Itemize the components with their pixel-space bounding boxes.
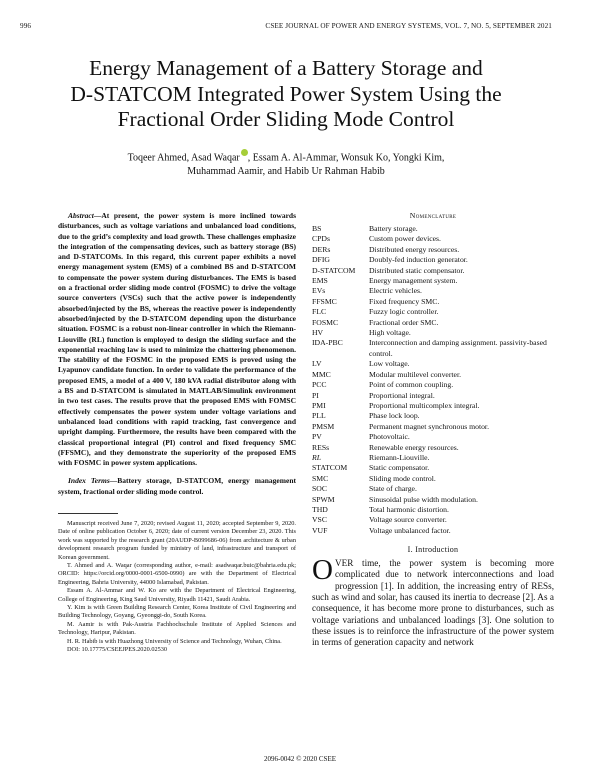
nomenclature-abbr: PV — [312, 432, 322, 442]
nomenclature-def: Sliding mode control. — [369, 473, 436, 483]
nomenclature-def: High voltage. — [369, 328, 411, 338]
nomenclature-row — [312, 495, 554, 505]
nomenclature-def: Permanent magnet synchronous motor. — [369, 421, 489, 431]
nomenclature-def: Distributed static compensator. — [369, 265, 465, 275]
running-header — [20, 22, 552, 34]
nomenclature-row — [312, 307, 554, 317]
orcid-icon[interactable] — [241, 149, 248, 156]
nomenclature-abbr: D-STATCOM — [312, 265, 356, 275]
paper-title — [20, 56, 552, 133]
section-heading: I. Introduction — [407, 545, 459, 555]
nomenclature-row — [312, 245, 554, 255]
nomenclature-abbr: VUF — [312, 525, 328, 535]
nomenclature-abbr: STATCOM — [312, 463, 348, 473]
drop-cap: O — [312, 554, 333, 587]
nomenclature-row — [312, 318, 554, 328]
nomenclature-row — [312, 463, 554, 473]
nomenclature-abbr: PI — [312, 390, 319, 400]
author-names: , Essam A. Al-Ammar, Wonsuk Ko, Yongki Kim, — [247, 152, 445, 164]
nomenclature-def: Fractional order SMC. — [369, 317, 439, 327]
journal-name: CSEE JOURNAL OF POWER AND ENERGY SYSTEMS, VOL. 7, NO. 5, SEPTEMBER 2021 — [265, 22, 552, 30]
nomenclature-row — [312, 515, 554, 525]
nomenclature-abbr: BS — [312, 224, 322, 233]
nomenclature-abbr: MMC — [312, 369, 331, 379]
nomenclature-abbr: VSC — [312, 515, 327, 525]
footnote: H. R. Habib is with Huazhong University of Science and Technology, Wuhan, China. — [67, 637, 282, 645]
nomenclature-row — [312, 297, 554, 307]
nomenclature-def: Fuzzy logic controller. — [369, 307, 439, 317]
introduction-paragraph — [312, 554, 554, 648]
left-column — [58, 211, 296, 655]
nomenclature-def: Electric vehicles. — [369, 286, 422, 296]
nomenclature-row — [312, 474, 554, 484]
nomenclature-def: Sinusoidal pulse width modulation. — [369, 494, 478, 504]
nomenclature-def: Voltage source converter. — [369, 515, 447, 525]
nomenclature-abbr: PMSM — [312, 421, 335, 431]
introduction-text: VER time, the power system is becoming more complicated due to network interconnections and load progression [1]. In addition, the increasing entry of RESs, such as wind and solar, has caused its inertia to decrease [2]. As a consequence, it has become more prone to disturbances, such as voltage variations and unbalanced loadings [3]. One solution to these issues is to reinforce the infrastructure of the power system in terms of generation capacity and network — [312, 558, 554, 648]
nomenclature-def: Battery storage. — [369, 224, 418, 233]
nomenclature-row — [312, 453, 554, 463]
nomenclature-def: Voltage unbalanced factor. — [369, 525, 451, 535]
nomenclature-row — [312, 328, 554, 338]
nomenclature-row — [312, 401, 554, 411]
nomenclature-abbr: SPWM — [312, 494, 335, 504]
nomenclature-row — [312, 422, 554, 432]
nomenclature-row — [312, 338, 554, 359]
right-column — [312, 211, 554, 649]
nomenclature-row — [312, 380, 554, 390]
nomenclature-abbr: PMI — [312, 400, 326, 410]
nomenclature-def: Doubly-fed induction generator. — [369, 255, 468, 265]
nomenclature-def: Proportional multicomplex integral. — [369, 400, 480, 410]
nomenclature-row — [312, 391, 554, 401]
author-names: Muhammad Aamir, and Habib Ur Rahman Habib — [187, 166, 385, 178]
nomenclature-abbr: HV — [312, 328, 324, 338]
page-number: 996 — [20, 22, 32, 30]
abstract-text: —At present, the power system is more inclined towards disturbances, such as voltage variations and unbalanced load conditions, due to the grid’s complexity and load growth. These challenges emphasize the integration of the compensating devices, such as battery storage (BS) and D-STATCOMs. In this regard, this current paper exhibits a novel energy management system (EMS) of a combined BS and D-STATCOM to compensate the power system during disturbances. The EMS is based on a fractional order sliding mode control (FOSMC) to drive the voltage source converters (VSCs) such that the active power is independently absorbed/injected by the BS, whereas the reactive power is independently absorbed/injected by the D-STATCOM depending upon the disturbance situation. FOSMC is a robust non-linear controller in which the Riemann-Liouville (RL) function is employed to design the sliding surface and the exponential reaching law is used to minimize the chattering phenomenon. The stability of the FOSMC in the proposed EMS is proved using the Lyapunov candidate function. In order to validate the performance of the proposed EMS, a model of a 400 V, 180 kVA radial distributor along with a BS and D-STATCOM is simulated in MATLAB/Simulink environment in two test cases. The results prove that the proposed EMS with FOMSC effectively compensates the power system under voltage variations and unbalanced load conditions with rapid tracking, fast convergence and upright damping. Furthermore, the results have been compared with the classical proportional integral (PI) control and fixed frequency SMC (FFSMC), and they demonstrate the superiority of the proposed EMS with FOSMC in power system applications. — [58, 211, 296, 468]
nomenclature-row — [312, 276, 554, 286]
nomenclature-list — [312, 224, 554, 536]
nomenclature-title: Nomenclature — [409, 211, 457, 220]
nomenclature-def: Total harmonic distortion. — [369, 504, 449, 514]
index-terms — [58, 476, 296, 497]
nomenclature-def: Low voltage. — [369, 359, 410, 369]
footnote: Y. Kim is with Green Building Research Center, Korea Institute of Civil Engineering and Building Technology, Goyang, Gyeonggi-do, South Korea. — [58, 604, 296, 620]
nomenclature-def: Renewable energy resources. — [369, 442, 459, 452]
nomenclature-def: Modular multilevel converter. — [369, 369, 462, 379]
nomenclature-row — [312, 234, 554, 244]
nomenclature-abbr: RESs — [312, 442, 330, 452]
nomenclature-def: Photovoltaic. — [369, 432, 410, 442]
nomenclature-row — [312, 370, 554, 380]
nomenclature-def: Riemann-Liouville. — [369, 452, 430, 462]
nomenclature-abbr: EVs — [312, 286, 326, 296]
nomenclature-abbr: RL — [312, 452, 321, 462]
nomenclature-abbr: FLC — [312, 307, 327, 317]
author-names: Toqeer Ahmed, Asad Waqar — [127, 152, 240, 164]
nomenclature-abbr: FOSMC — [312, 317, 339, 327]
nomenclature-abbr: PLL — [312, 411, 326, 421]
title-line: Energy Management of a Battery Storage and — [89, 56, 483, 80]
nomenclature-row — [312, 432, 554, 442]
nomenclature-abbr: PCC — [312, 380, 327, 390]
nomenclature-abbr: THD — [312, 504, 328, 514]
doi[interactable]: DOI: 10.17775/CSEEJPES.2020.02530 — [67, 646, 168, 654]
nomenclature-def: Phase lock loop. — [369, 411, 420, 421]
nomenclature-row — [312, 484, 554, 494]
nomenclature-abbr: SOC — [312, 484, 327, 494]
nomenclature-def: Static compensator. — [369, 463, 430, 473]
footnote-divider — [58, 513, 118, 514]
title-line: Fractional Order Sliding Mode Control — [117, 107, 455, 131]
abstract — [58, 211, 296, 468]
footnote: Essam A. Al-Ammar and W. Ko are with the Department of Electrical Engineering, College of Engineering, King Saud University, Riyadh 11421, Saudi Arabia. — [58, 587, 296, 603]
index-terms-label: Index Terms — [68, 476, 110, 486]
nomenclature-abbr: CPDs — [312, 234, 330, 244]
nomenclature-def: Proportional integral. — [369, 390, 435, 400]
nomenclature-row — [312, 286, 554, 296]
nomenclature-def: Energy management system. — [369, 276, 458, 286]
nomenclature-abbr: SMC — [312, 473, 329, 483]
title-line: D-STATCOM Integrated Power System Using the — [70, 81, 502, 106]
page-footer: 2096-0042 © 2020 CSEE — [263, 755, 336, 763]
nomenclature-def: Distributed energy resources. — [369, 244, 460, 254]
footnote: Manuscript received June 7, 2020; revised August 11, 2020; accepted September 9, 2020. Date of online publication October 6, 2020; date of current version December 23, 2020. This work was supported by the research grant (20AUDP-B099686-06) from architecture & urban development research program funded by ministry of land, infrastructure and transport of Korean government. — [58, 520, 296, 561]
nomenclature-abbr: LV — [312, 359, 322, 369]
nomenclature-abbr: IDA-PBC — [312, 338, 343, 348]
nomenclature-row — [312, 526, 554, 536]
nomenclature-def: State of charge. — [369, 484, 417, 494]
nomenclature-abbr: DERs — [312, 244, 331, 254]
nomenclature-abbr: EMS — [312, 276, 328, 286]
footnote: T. Ahmed and A. Waqar (corresponding author, e-mail: asadwaqar.buic@bahria.edu.pk; ORCID: https://orcid.org/0000-0001-6500-0990) are with the Department of Electrical Engineering, Bahria University, 44000 Islamabad, Pakistan. — [58, 562, 296, 586]
nomenclature-def: Custom power devices. — [369, 234, 441, 244]
nomenclature-def: Interconnection and damping assignment. passivity-based control. — [369, 338, 547, 358]
footnote: M. Aamir is with Pak-Austria Fachhochschule Institute of Applied Sciences and Technology, Haripur, Pakistan. — [58, 620, 296, 637]
nomenclature-row — [312, 266, 554, 276]
author-list — [20, 149, 552, 179]
nomenclature-def: Fixed frequency SMC. — [369, 296, 440, 306]
index-terms-text: —Battery storage, D-STATCOM, energy management system, fractional order sliding mode control. — [58, 476, 296, 496]
abstract-label: Abstract — [68, 211, 94, 220]
nomenclature-def: Point of common coupling. — [369, 380, 454, 390]
nomenclature-row — [312, 255, 554, 265]
nomenclature-row — [312, 359, 554, 369]
nomenclature-row — [312, 443, 554, 453]
nomenclature-row — [312, 505, 554, 515]
nomenclature-row — [312, 224, 554, 234]
nomenclature-row — [312, 411, 554, 421]
nomenclature-abbr: FFSMC — [312, 296, 337, 306]
nomenclature-abbr: DFIG — [312, 255, 330, 265]
